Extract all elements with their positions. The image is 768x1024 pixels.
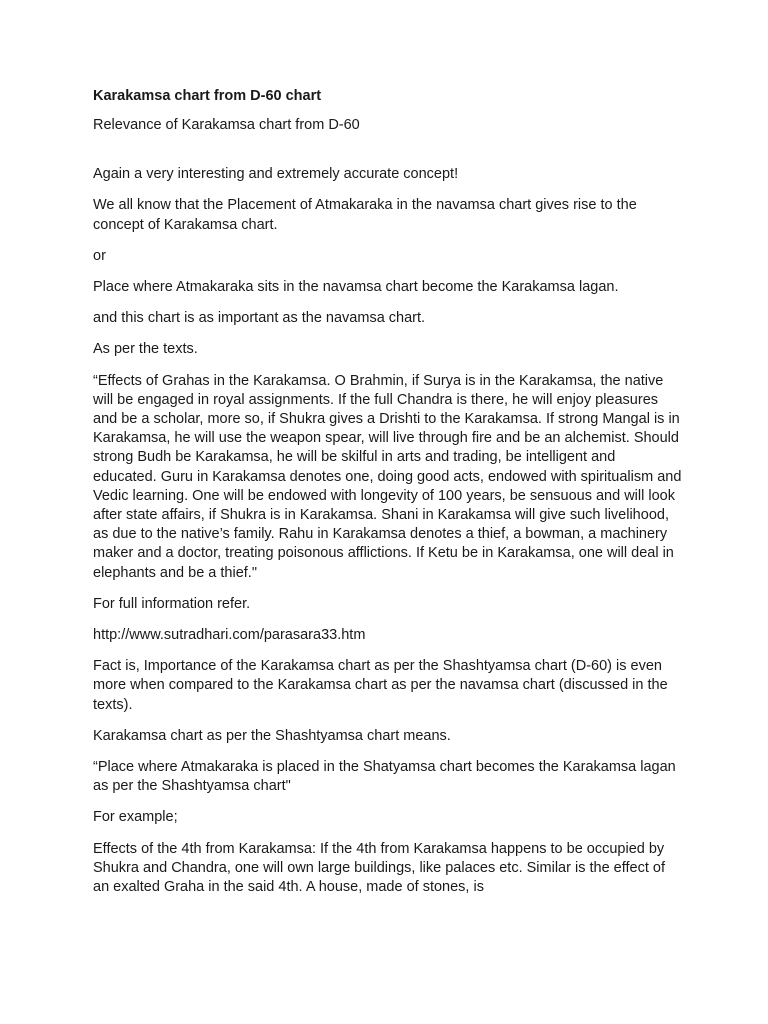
paragraph: Again a very interesting and extremely accurate concept! bbox=[93, 166, 459, 183]
document-title: Karakamsa chart from D-60 chart bbox=[93, 88, 322, 104]
document-subtitle: Relevance of Karakamsa chart from D-60 bbox=[93, 117, 360, 133]
reference-link[interactable]: http://www.sutradhari.com/parasara33.htm bbox=[93, 627, 366, 644]
paragraph: and this chart is as important as the navamsa chart. bbox=[93, 310, 426, 327]
paragraph: For full information refer. bbox=[93, 595, 251, 612]
document-page bbox=[93, 84, 683, 909]
paragraph: As per the texts. bbox=[93, 341, 198, 358]
quote-paragraph: “Place where Atmakaraka is placed in the Shatyamsa chart becomes the Karakamsa lagan as per the Shashtyamsa chart" bbox=[93, 759, 676, 795]
paragraph: Place where Atmakaraka sits in the navamsa chart become the Karakamsa lagan. bbox=[93, 279, 619, 296]
paragraph: or bbox=[93, 247, 106, 264]
paragraph: We all know that the Placement of Atmakaraka in the navamsa chart gives rise to the concept of Karakamsa chart. bbox=[93, 197, 637, 233]
paragraph: Fact is, Importance of the Karakamsa chart as per the Shashtyamsa chart (D-60) is even more when compared to the Karakamsa chart as per the navamsa chart (discussed in the texts). bbox=[93, 658, 668, 713]
paragraph: For example; bbox=[93, 809, 178, 826]
quote-paragraph: “Effects of Grahas in the Karakamsa. O Brahmin, if Surya is in the Karakamsa, the native will be engaged in royal assignments. If the full Chandra is there, he will enjoy pleasures and be a scholar, more so, if Shukra gives a Drishti to the Karakamsa. If strong Mangal is in Karakamsa, he will use the weapon spear, will live through fire and be an alchemist. Should strong Budh be Karakamsa, he will be skilful in arts and trading, be intelligent and educated. Guru in Karakamsa denotes one, doing good acts, endowed with spiritualism and Vedic learning. One will be endowed with longevity of 100 years, be sensuous and will look after state affairs, if Shukra is in Karakamsa. Shani in Karakamsa will give such livelihood, as due to the native’s family. Rahu in Karakamsa denotes a thief, a bowman, a machinery maker and a doctor, treating poisonous afflictions. If Ketu be in Karakamsa, one will deal in elephants and be a thief." bbox=[93, 372, 682, 581]
paragraph: Effects of the 4th from Karakamsa: If the 4th from Karakamsa happens to be occupied by Shukra and Chandra, one will own large buildings, like palaces etc. Similar is the effect of an exalted Graha in the said 4th. A house, made of stones, is bbox=[93, 840, 665, 896]
paragraph: Karakamsa chart as per the Shashtyamsa chart means. bbox=[93, 727, 451, 744]
